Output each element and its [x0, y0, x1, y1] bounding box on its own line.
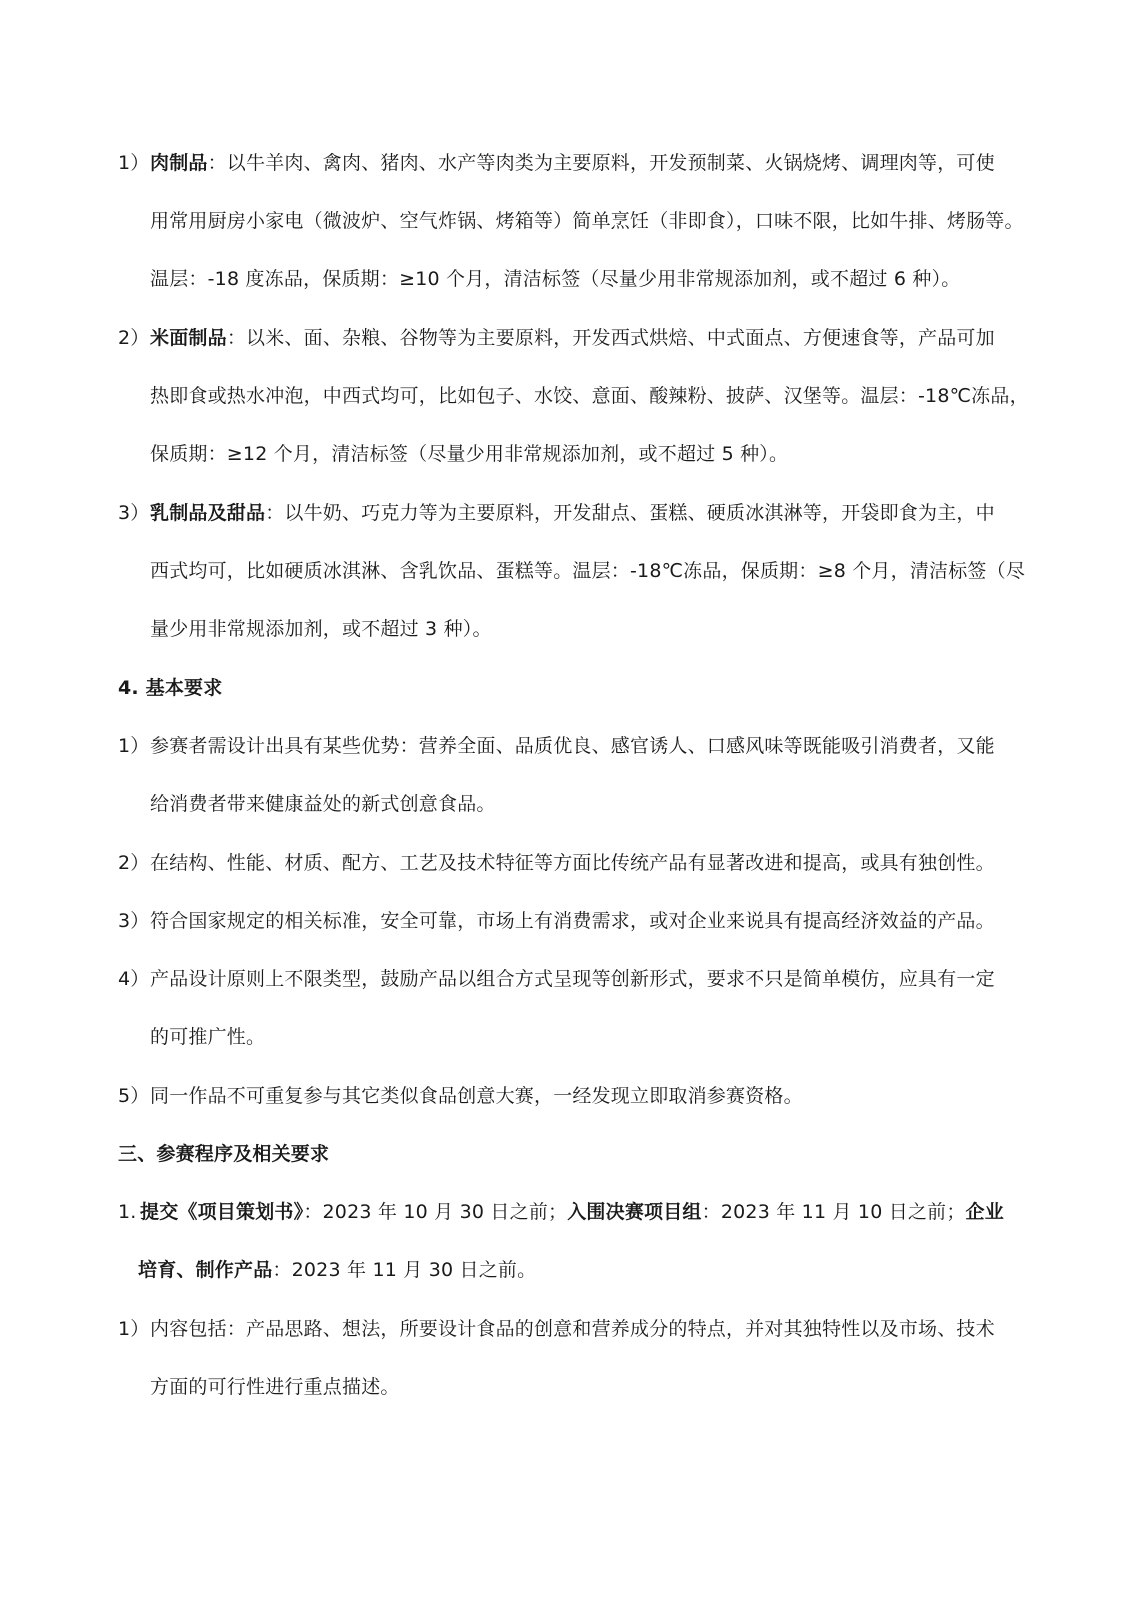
meat-label: 肉制品: [150, 152, 208, 174]
rice-text-3: 保质期：≥12 个月，清洁标签（尽量少用非常规添加剂，或不超过 5 种）。: [150, 443, 789, 465]
submit-plan-label: 提交《项目策划书》: [140, 1201, 304, 1223]
requirement-text: 产品设计原则上不限类型，鼓励产品以组合方式呈现等创新形式，要求不只是简单模仿，应具有一定: [150, 968, 995, 990]
list-number: 2）: [118, 852, 150, 874]
dairy-text-2: 西式均可，比如硬质冰淇淋、含乳饮品、蛋糕等。温层：-18℃冻品，保质期：≥8 个月，清洁标签（尽: [150, 560, 1026, 582]
list-number: 1）: [118, 1318, 150, 1340]
requirement-text: 符合国家规定的相关标准，安全可靠，市场上有消费需求，或对企业来说具有提高经济效益的产品。: [150, 910, 995, 932]
requirement-text: 在结构、性能、材质、配方、工艺及技术特征等方面比传统产品有显著改进和提高，或具有独创性。: [150, 852, 995, 874]
requirement-text: 同一作品不可重复参与其它类似食品创意大赛，一经发现立即取消参赛资格。: [150, 1085, 803, 1107]
requirement-text: 的可推广性。: [150, 1026, 266, 1048]
list-number: 1）: [118, 152, 150, 174]
list-number: 3）: [118, 502, 150, 524]
finalist-date: ：2023 年 11 月 10 日之前；: [701, 1201, 966, 1223]
list-number: 1）: [118, 735, 150, 757]
list-number: 5）: [118, 1085, 150, 1107]
rice-label: 米面制品: [150, 327, 227, 349]
meat-text-3: 温层：-18 度冻品，保质期：≥10 个月，清洁标签（尽量少用非常规添加剂，或不超过 6 种）。: [150, 268, 961, 290]
production-label: 培育、制作产品: [138, 1259, 273, 1281]
finalist-label: 入围决赛项目组: [567, 1201, 702, 1223]
list-number: 2）: [118, 327, 150, 349]
submit-plan-date: ：2023 年 10 月 30 日之前；: [303, 1201, 568, 1223]
dairy-label: 乳制品及甜品: [150, 502, 266, 524]
meat-text-2: 用常用厨房小家电（微波炉、空气炸锅、烤箱等）简单烹饪（非即食），口味不限，比如牛排、烤肠等。: [150, 210, 1024, 232]
requirement-text: 给消费者带来健康益处的新式创意食品。: [150, 793, 496, 815]
list-number: 4）: [118, 968, 150, 990]
dairy-text-1: ：以牛奶、巧克力等为主要原料，开发甜点、蛋糕、硬质冰淇淋等，开袋即食为主，中: [265, 502, 995, 524]
meat-text-1: ：以牛羊肉、禽肉、猪肉、水产等肉类为主要原料，开发预制菜、火锅烧烤、调理肉等，可使: [207, 152, 995, 174]
content-text: 方面的可行性进行重点描述。: [150, 1376, 400, 1398]
list-number: 3）: [118, 910, 150, 932]
list-number: 1.: [118, 1201, 137, 1223]
section-heading-basic-requirements: 4. 基本要求: [118, 677, 223, 699]
requirement-text: 参赛者需设计出具有某些优势：营养全面、品质优良、感官诱人、口感风味等既能吸引消费者，又能: [150, 735, 995, 757]
dairy-text-3: 量少用非常规添加剂，或不超过 3 种）。: [150, 618, 492, 640]
content-text: 内容包括：产品思路、想法，所要设计食品的创意和营养成分的特点，并对其独特性以及市场、技术: [150, 1318, 995, 1340]
enterprise-label: 企业: [965, 1201, 1004, 1223]
section-heading-procedure: 三、参赛程序及相关要求: [118, 1143, 330, 1165]
production-date: ：2023 年 11 月 30 日之前。: [272, 1259, 537, 1281]
rice-text-1: ：以米、面、杂粮、谷物等为主要原料，开发西式烘焙、中式面点、方便速食等，产品可加: [226, 327, 995, 349]
rice-text-2: 热即食或热水冲泡，中西式均可，比如包子、水饺、意面、酸辣粉、披萨、汉堡等。温层：-18℃冻品，: [150, 385, 1029, 407]
